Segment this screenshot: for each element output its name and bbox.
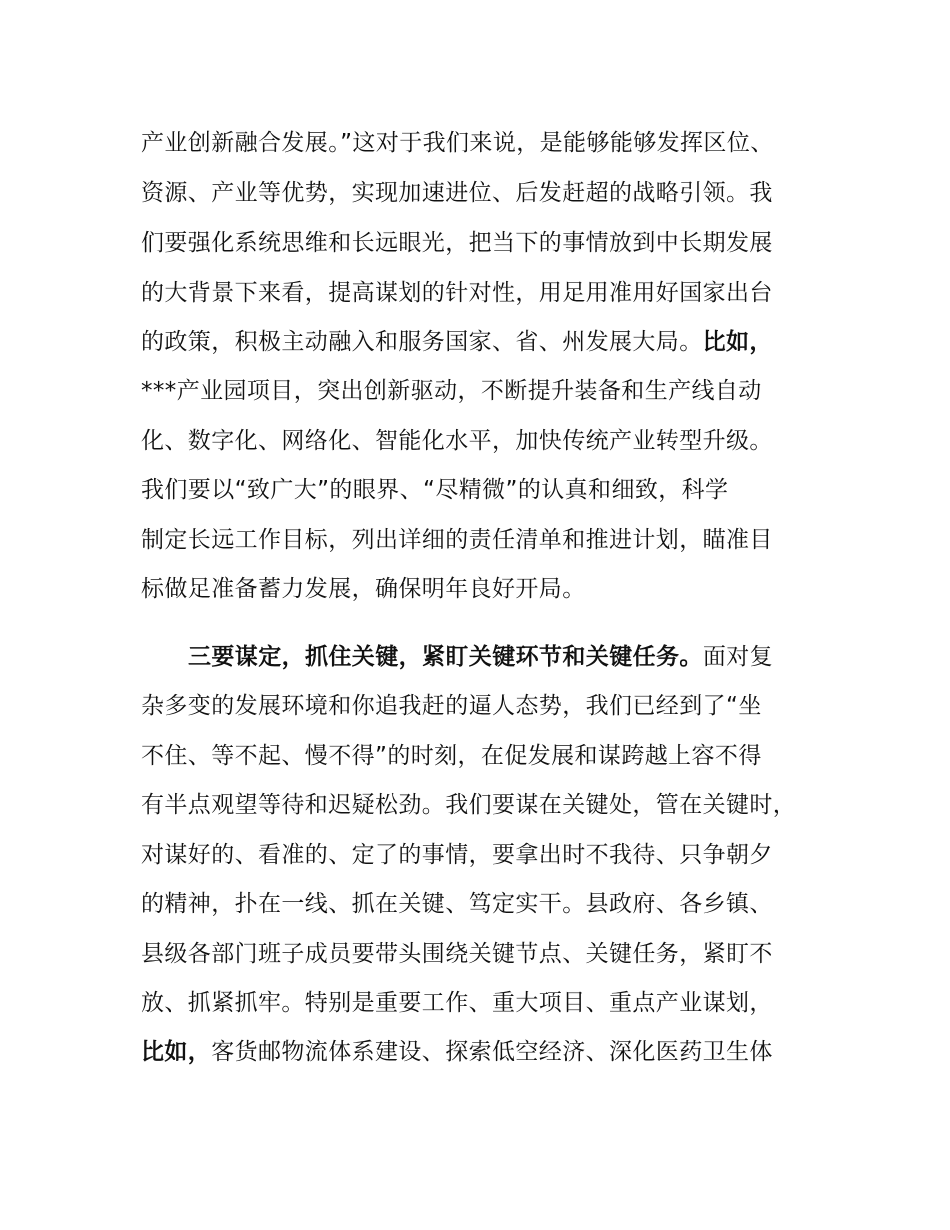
section-heading-bold: 三要谋定，抓住关键，紧盯关键环节和关键任务。 <box>188 644 703 670</box>
paragraph-2-line-2: 杂多变的发展环境和你追我赶的逼人态势，我们已经到了“坐 <box>141 693 762 719</box>
paragraph-1-line-3: 们要强化系统思维和长远眼光，把当下的事情放到中长期发展 <box>141 230 773 256</box>
paragraph-1-line-2: 资源、产业等优势，实现加速进位、后发赶超的战略引领。我 <box>141 180 773 206</box>
paragraph-2-line-1-text: 面对复 <box>702 644 774 670</box>
paragraph-1-line-5-text: 的政策，积极主动融入和服务国家、省、州发展大局。 <box>141 329 703 355</box>
paragraph-2-line-6: 的精神，扑在一线、抓在关键、笃定实干。县政府、各乡镇、 <box>141 891 773 917</box>
paragraph-2-line-1 <box>188 637 821 677</box>
paragraph-2-line-3: 不住、等不起、慢不得”的时刻，在促发展和谋跨越上容不得 <box>141 743 762 769</box>
paragraph-2-line-9 <box>141 1032 821 1072</box>
paragraph-2-line-4: 有半点观望等待和迟疑松劲。我们要谋在关键处，管在关键时， <box>141 792 797 818</box>
example-lead-bold-2: 比如， <box>141 1039 212 1065</box>
paragraph-2-line-9-text: 客货邮物流体系建设、探索低空经济、深化医药卫生体 <box>211 1039 773 1065</box>
paragraph-1-line-1: 产业创新融合发展。”这对于我们来说，是能够能够发挥区位、 <box>141 130 774 156</box>
paragraph-1-line-5 <box>141 322 821 362</box>
paragraph-2-line-8: 放、抓紧抓牢。特别是重要工作、重大项目、重点产业谋划， <box>141 990 773 1016</box>
paragraph-1-line-4: 的大背景下来看，提高谋划的针对性，用足用准用好国家出台 <box>141 280 773 306</box>
paragraph-2-line-5: 对谋好的、看准的、定了的事情，要拿出时不我待、只争朝夕 <box>141 842 773 868</box>
paragraph-1-line-7: 化、数字化、网络化、智能化水平，加快传统产业转型升级。 <box>141 428 773 454</box>
paragraph-1-line-6: ***产业园项目，突出创新驱动，不断提升装备和生产线自动 <box>141 378 762 404</box>
paragraph-1-line-10: 标做足准备蓄力发展，确保明年良好开局。 <box>141 576 586 602</box>
paragraph-2-line-7: 县级各部门班子成员要带头围绕关键节点、关键任务，紧盯不 <box>141 941 773 967</box>
example-lead-bold: 比如， <box>702 329 773 355</box>
paragraph-1-line-8: 我们要以“致广大”的眼界、“尽精微”的认真和细致，科学 <box>141 477 729 503</box>
paragraph-1-line-9: 制定长远工作目标，列出详细的责任清单和推进计划，瞄准目 <box>141 527 773 553</box>
